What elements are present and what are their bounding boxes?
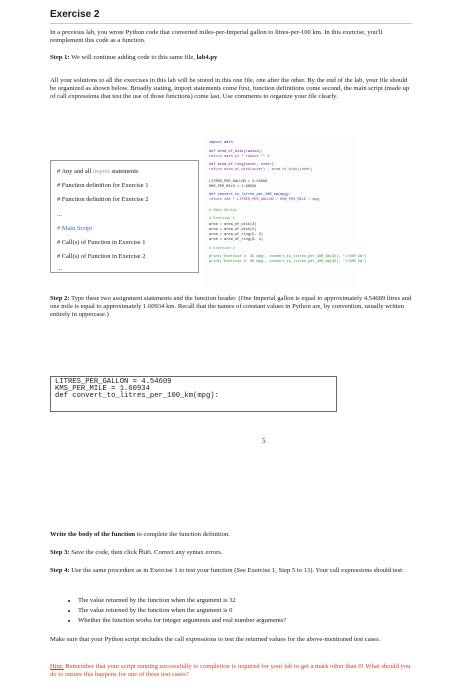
test-cases-list: [66, 596, 418, 626]
intro-paragraph: In a previous lab, you wrote Python code that converted miles-per-Imperial gallon to litres-per-100 km. In this exercise, you'll reimplement this code as a function.: [50, 29, 383, 45]
step4-text: Use the same procedure as in Exercise 1 to test your function (See Exercise 1, Step 5 to 13). Your call expressions should test:: [69, 567, 404, 574]
write-body-bold: Write the body of the function: [50, 531, 136, 538]
step1-filename: lab4.py: [196, 54, 218, 61]
thumb-line-8: def convert_to_litres_per_100_km(mpg):: [209, 193, 291, 197]
code-line-def: def convert_to_litres_per_100_km(mpg):: [55, 392, 219, 400]
list-item: • The value returned by the function when the argument is 0: [78, 606, 418, 616]
thumb-line-15: area = area_of_ring(8, 4): [209, 238, 263, 242]
thumb-line-13: area = area_of_disk(5): [209, 228, 257, 232]
outline-import-keyword: import: [92, 168, 110, 175]
thumb-line-7: KMS_PER_MILE = 1.60934: [209, 185, 257, 189]
outline-ellipsis-1: ...: [57, 211, 62, 218]
outline-main-script: # Main Script: [57, 225, 93, 232]
thumb-line-12: area = area_of_disk(3): [209, 223, 257, 227]
step1-paragraph: [50, 54, 412, 62]
step2-text: Type these two assignment statements and the function header. (One Imperial gallon is equal to approximately 4.54609 litres and one mile is equal to approximately 1.60934 km. Recall that the names of constant values in Python are, by convention, usually written entirely in uppercase.): [50, 295, 412, 319]
thumb-line-6: LITRES_PER_GALLON = 4.54609: [209, 180, 268, 184]
heading-rule: [50, 23, 412, 24]
outline-imports: [57, 168, 138, 176]
step3-text-a: Save the code, then click: [69, 549, 139, 556]
thumb-line-9: return 100 * LITRES_PER_GALLON / KMS_PER_MILE / mpg: [209, 198, 319, 202]
outline-call-ex1: # Call(s) of Function in Exercise 1: [57, 239, 146, 246]
example-code-thumbnail: [205, 139, 367, 285]
thumb-line-14: area = area_of_ring(5, 3): [209, 233, 263, 237]
thumb-line-2: def area_of_disk(radius):: [209, 150, 263, 154]
run-label: Run: [138, 549, 151, 556]
thumb-line-3: return math.pi * radius ** 2: [209, 155, 270, 159]
code-line-litres: LITRES_PER_GALLON = 4.54609: [55, 378, 172, 386]
thumb-line-11: # Exercise 1: [209, 217, 235, 221]
step4-label: Step 4:: [50, 567, 70, 574]
step2-label: Step 2:: [50, 295, 70, 302]
hint-paragraph: [50, 663, 412, 679]
make-sure-paragraph: Make sure that your Python script includes the call expressions to test the returned values for the above-mentioned test cases.: [50, 636, 381, 643]
step3-paragraph: [50, 549, 412, 557]
thumb-line-10: # Main Script: [209, 209, 238, 213]
step3-label: Step 3:: [50, 549, 70, 556]
thumb-line-4: def area_of_ring(outer, inner):: [209, 163, 276, 167]
code-snippet-box: [50, 376, 337, 412]
thumb-line-1: import math: [209, 141, 233, 145]
write-body-rest: to complete the function definition.: [135, 531, 230, 538]
list-item: • Whether the function works for integer arguments and real number arguments?: [78, 616, 418, 626]
thumb-line-5: return area_of_disk(outer) - area_of_disk(inner): [209, 168, 313, 172]
outline-imports-prefix: # Any and all: [57, 168, 93, 175]
outline-function-ex1: # Function definition for Exercise 1: [57, 182, 149, 189]
thumb-line-18: print('Exercise 2: 35 mpg', convert_to_litres_per_100_km(35), 'l/100 km'): [209, 260, 367, 264]
outline-imports-suffix: statements: [109, 168, 139, 175]
hint-text: Remember that your script running successfully to completion is required for your lab to get a mark other than 0! What should you do to ensure this happens for one of these test cases?: [50, 663, 411, 679]
outline-function-ex2: # Function definition for Exercise 2: [57, 196, 149, 203]
hint-label: Hint:: [50, 663, 64, 670]
thumb-line-17: print('Exercise 2: 35 mpg', convert_to_litres_per_100_km(35), 'l/100 km'): [209, 255, 367, 259]
organization-paragraph: All your solutions to all the exercises in this lab will be stored in this one file, one after the other. By the end of the lab, your file should be organized as shown below. Broadly stating, import statements come first, function definitions come second, the main script (made up of call expressions that test the use of those functions) come last. Use comments to organize your file clearly.: [50, 77, 410, 101]
step3-text-b: . Correct any syntax errors.: [150, 549, 223, 556]
code-line-kms: KMS_PER_MILE = 1.60934: [55, 385, 150, 393]
step4-paragraph: [50, 567, 412, 575]
thumb-line-16: # Exercise 2: [209, 247, 235, 251]
write-body-paragraph: [50, 531, 412, 539]
outline-ellipsis-2: ...: [57, 265, 62, 272]
step2-paragraph: [50, 295, 412, 320]
step1-label: Step 1:: [50, 54, 70, 61]
file-outline-box: [50, 160, 199, 273]
step1-text: We will continue adding code to this same file,: [69, 54, 197, 61]
exercise-heading: Exercise 2: [50, 9, 100, 20]
outline-call-ex2: # Call(s) of Function in Exercise 2: [57, 253, 146, 260]
page-number: 5: [262, 437, 266, 445]
list-item: • The value returned by the function when the argument is 32: [78, 596, 418, 606]
